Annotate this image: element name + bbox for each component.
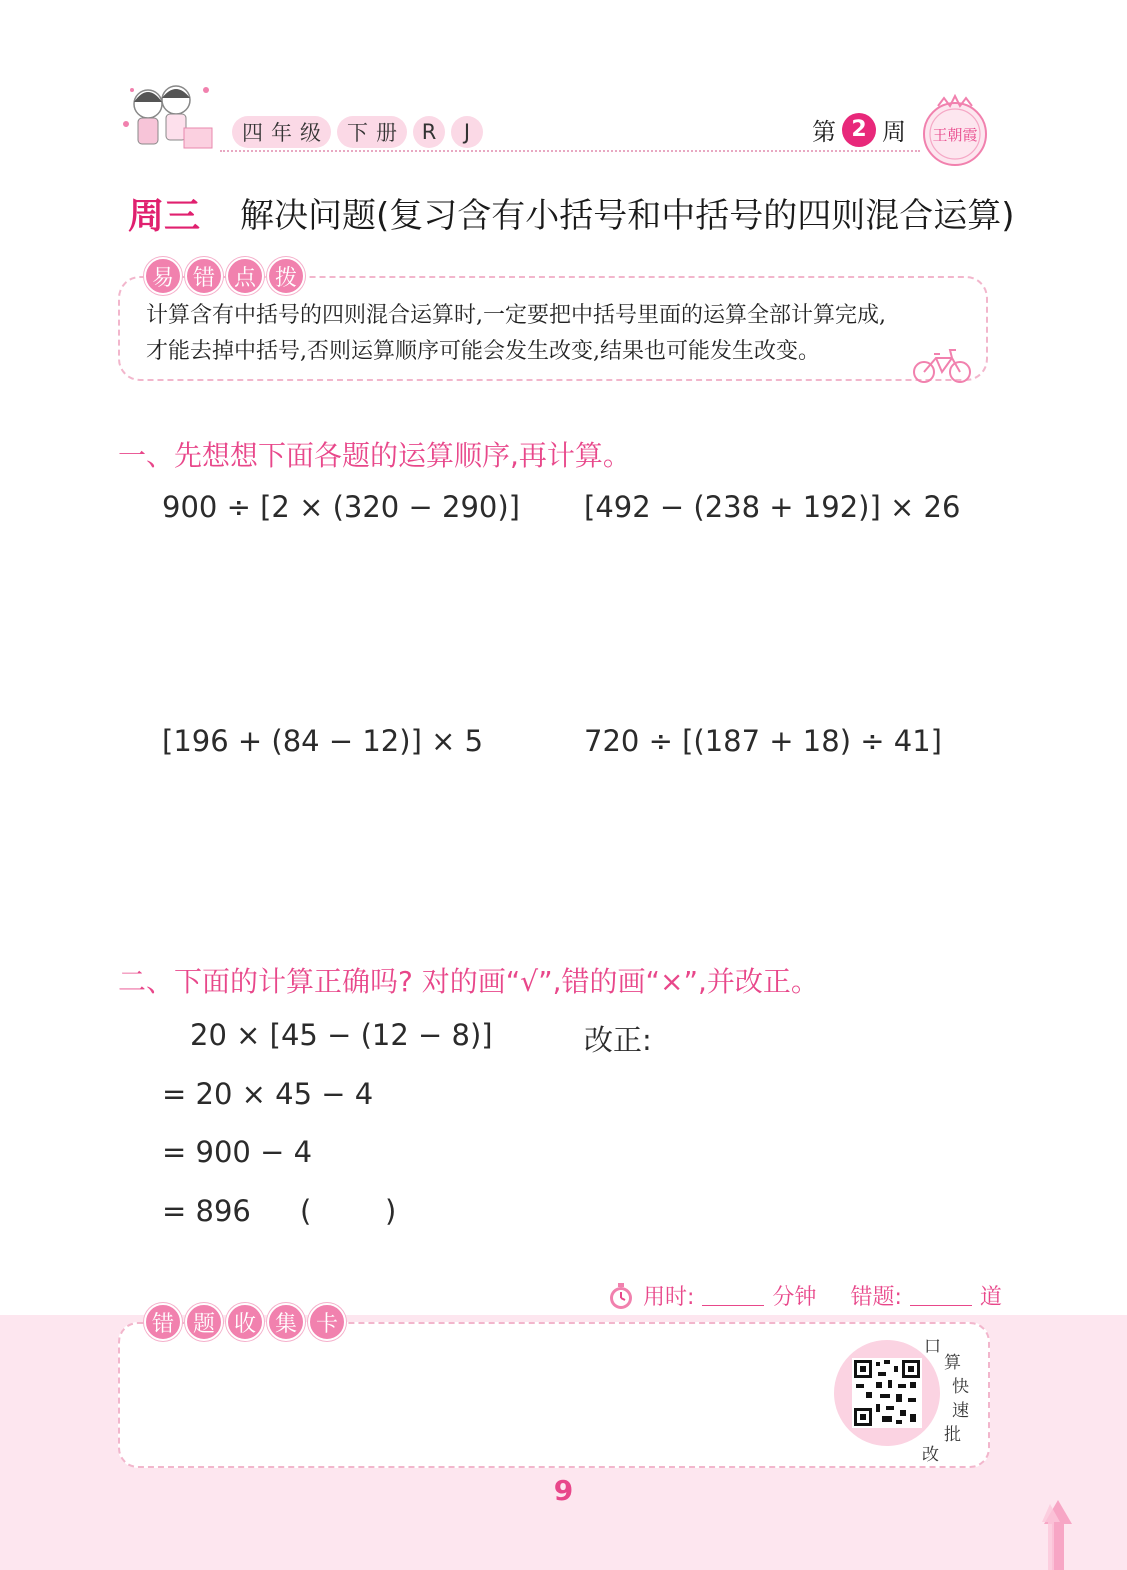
grade-char: 年 <box>271 121 292 145</box>
errors-blank[interactable] <box>910 1285 972 1306</box>
page-title: 解决问题(复习含有小括号和中括号的四则混合运算) <box>240 196 1015 236</box>
week-prefix: 第 <box>812 118 836 146</box>
qr-label-char: 速 <box>952 1401 969 1421</box>
time-tracker <box>607 1280 1002 1311</box>
card-badge-char: 集 <box>267 1303 305 1341</box>
card-badge-char: 题 <box>185 1303 223 1341</box>
week-number-badge: 2 <box>842 113 876 147</box>
day-label: 周三 <box>128 196 201 237</box>
tip-badge-char: 易 <box>144 257 182 295</box>
errors-label: 错题: <box>850 1285 902 1310</box>
tip-badge-char: 点 <box>226 257 264 295</box>
section1-title: 一、先想想下面各题的运算顺序,再计算。 <box>118 439 631 472</box>
tip-text <box>146 298 978 370</box>
qr-label-char: 快 <box>952 1377 969 1397</box>
time-blank[interactable] <box>702 1285 764 1306</box>
edition-char: J <box>463 120 471 144</box>
errors-unit: 道 <box>979 1285 1002 1310</box>
card-badge <box>144 1303 346 1341</box>
card-badge-char: 卡 <box>308 1303 346 1341</box>
problem-4: 720 ÷ [(187 + 18) ÷ 41] <box>584 724 942 758</box>
card-badge-char: 错 <box>144 1303 182 1341</box>
section2-title: 二、下面的计算正确吗? 对的画“√”,错的画“×”,并改正。 <box>118 965 819 998</box>
judge-blank[interactable]: ( ) <box>300 1194 397 1228</box>
calc-step-3: = 900 − 4 <box>162 1135 313 1169</box>
tip-badge <box>144 257 305 295</box>
bicycle-icon <box>912 344 972 384</box>
calc-step-2: = 20 × 45 − 4 <box>162 1077 374 1111</box>
time-unit: 分钟 <box>772 1285 817 1310</box>
stamp-text: 王朝霞 <box>932 126 978 144</box>
problem-1: 900 ÷ [2 × (320 − 290)] <box>162 490 520 524</box>
grade-char: 四 <box>242 121 263 145</box>
volume-char: 下 <box>347 121 368 145</box>
correction-label: 改正: <box>584 1023 652 1057</box>
page-number: 9 <box>553 1474 574 1507</box>
qr-code-icon[interactable] <box>852 1358 922 1428</box>
qr-label-char: 口 <box>924 1337 941 1357</box>
edition-char: R <box>421 120 437 144</box>
author-stamp-logo <box>918 94 992 168</box>
header-divider <box>220 150 920 152</box>
week-suffix: 周 <box>882 118 906 146</box>
qr-label-char: 批 <box>944 1425 961 1445</box>
card-badge-char: 收 <box>226 1303 264 1341</box>
grade-pill <box>232 116 331 148</box>
tip-badge-char: 拨 <box>267 257 305 295</box>
volume-char: 册 <box>376 121 397 145</box>
cartoon-kids-icon <box>118 74 218 158</box>
edition-pill-r <box>413 116 445 148</box>
arrow-decoration-icon <box>1038 1498 1078 1570</box>
qr-label-char: 改 <box>922 1445 939 1465</box>
tip-line: 才能去掉中括号,否则运算顺序可能会发生改变,结果也可能发生改变。 <box>146 339 820 364</box>
problem-2: [492 − (238 + 192)] × 26 <box>584 490 961 524</box>
grade-label <box>232 116 483 148</box>
time-label: 用时: <box>643 1285 695 1310</box>
grade-char: 级 <box>300 121 321 145</box>
week-label <box>812 112 906 147</box>
qr-label-char: 算 <box>944 1353 961 1373</box>
problem-3: [196 + (84 − 12)] × 5 <box>162 724 484 758</box>
tip-line: 计算含有中括号的四则混合运算时,一定要把中括号里面的运算全部计算完成, <box>146 303 886 328</box>
calc-step-4: = 896 <box>162 1194 251 1228</box>
calc-step-1: 20 × [45 − (12 − 8)] <box>190 1018 493 1052</box>
stopwatch-icon <box>607 1282 635 1310</box>
volume-pill <box>337 116 407 148</box>
edition-pill-j <box>451 116 483 148</box>
tip-badge-char: 错 <box>185 257 223 295</box>
